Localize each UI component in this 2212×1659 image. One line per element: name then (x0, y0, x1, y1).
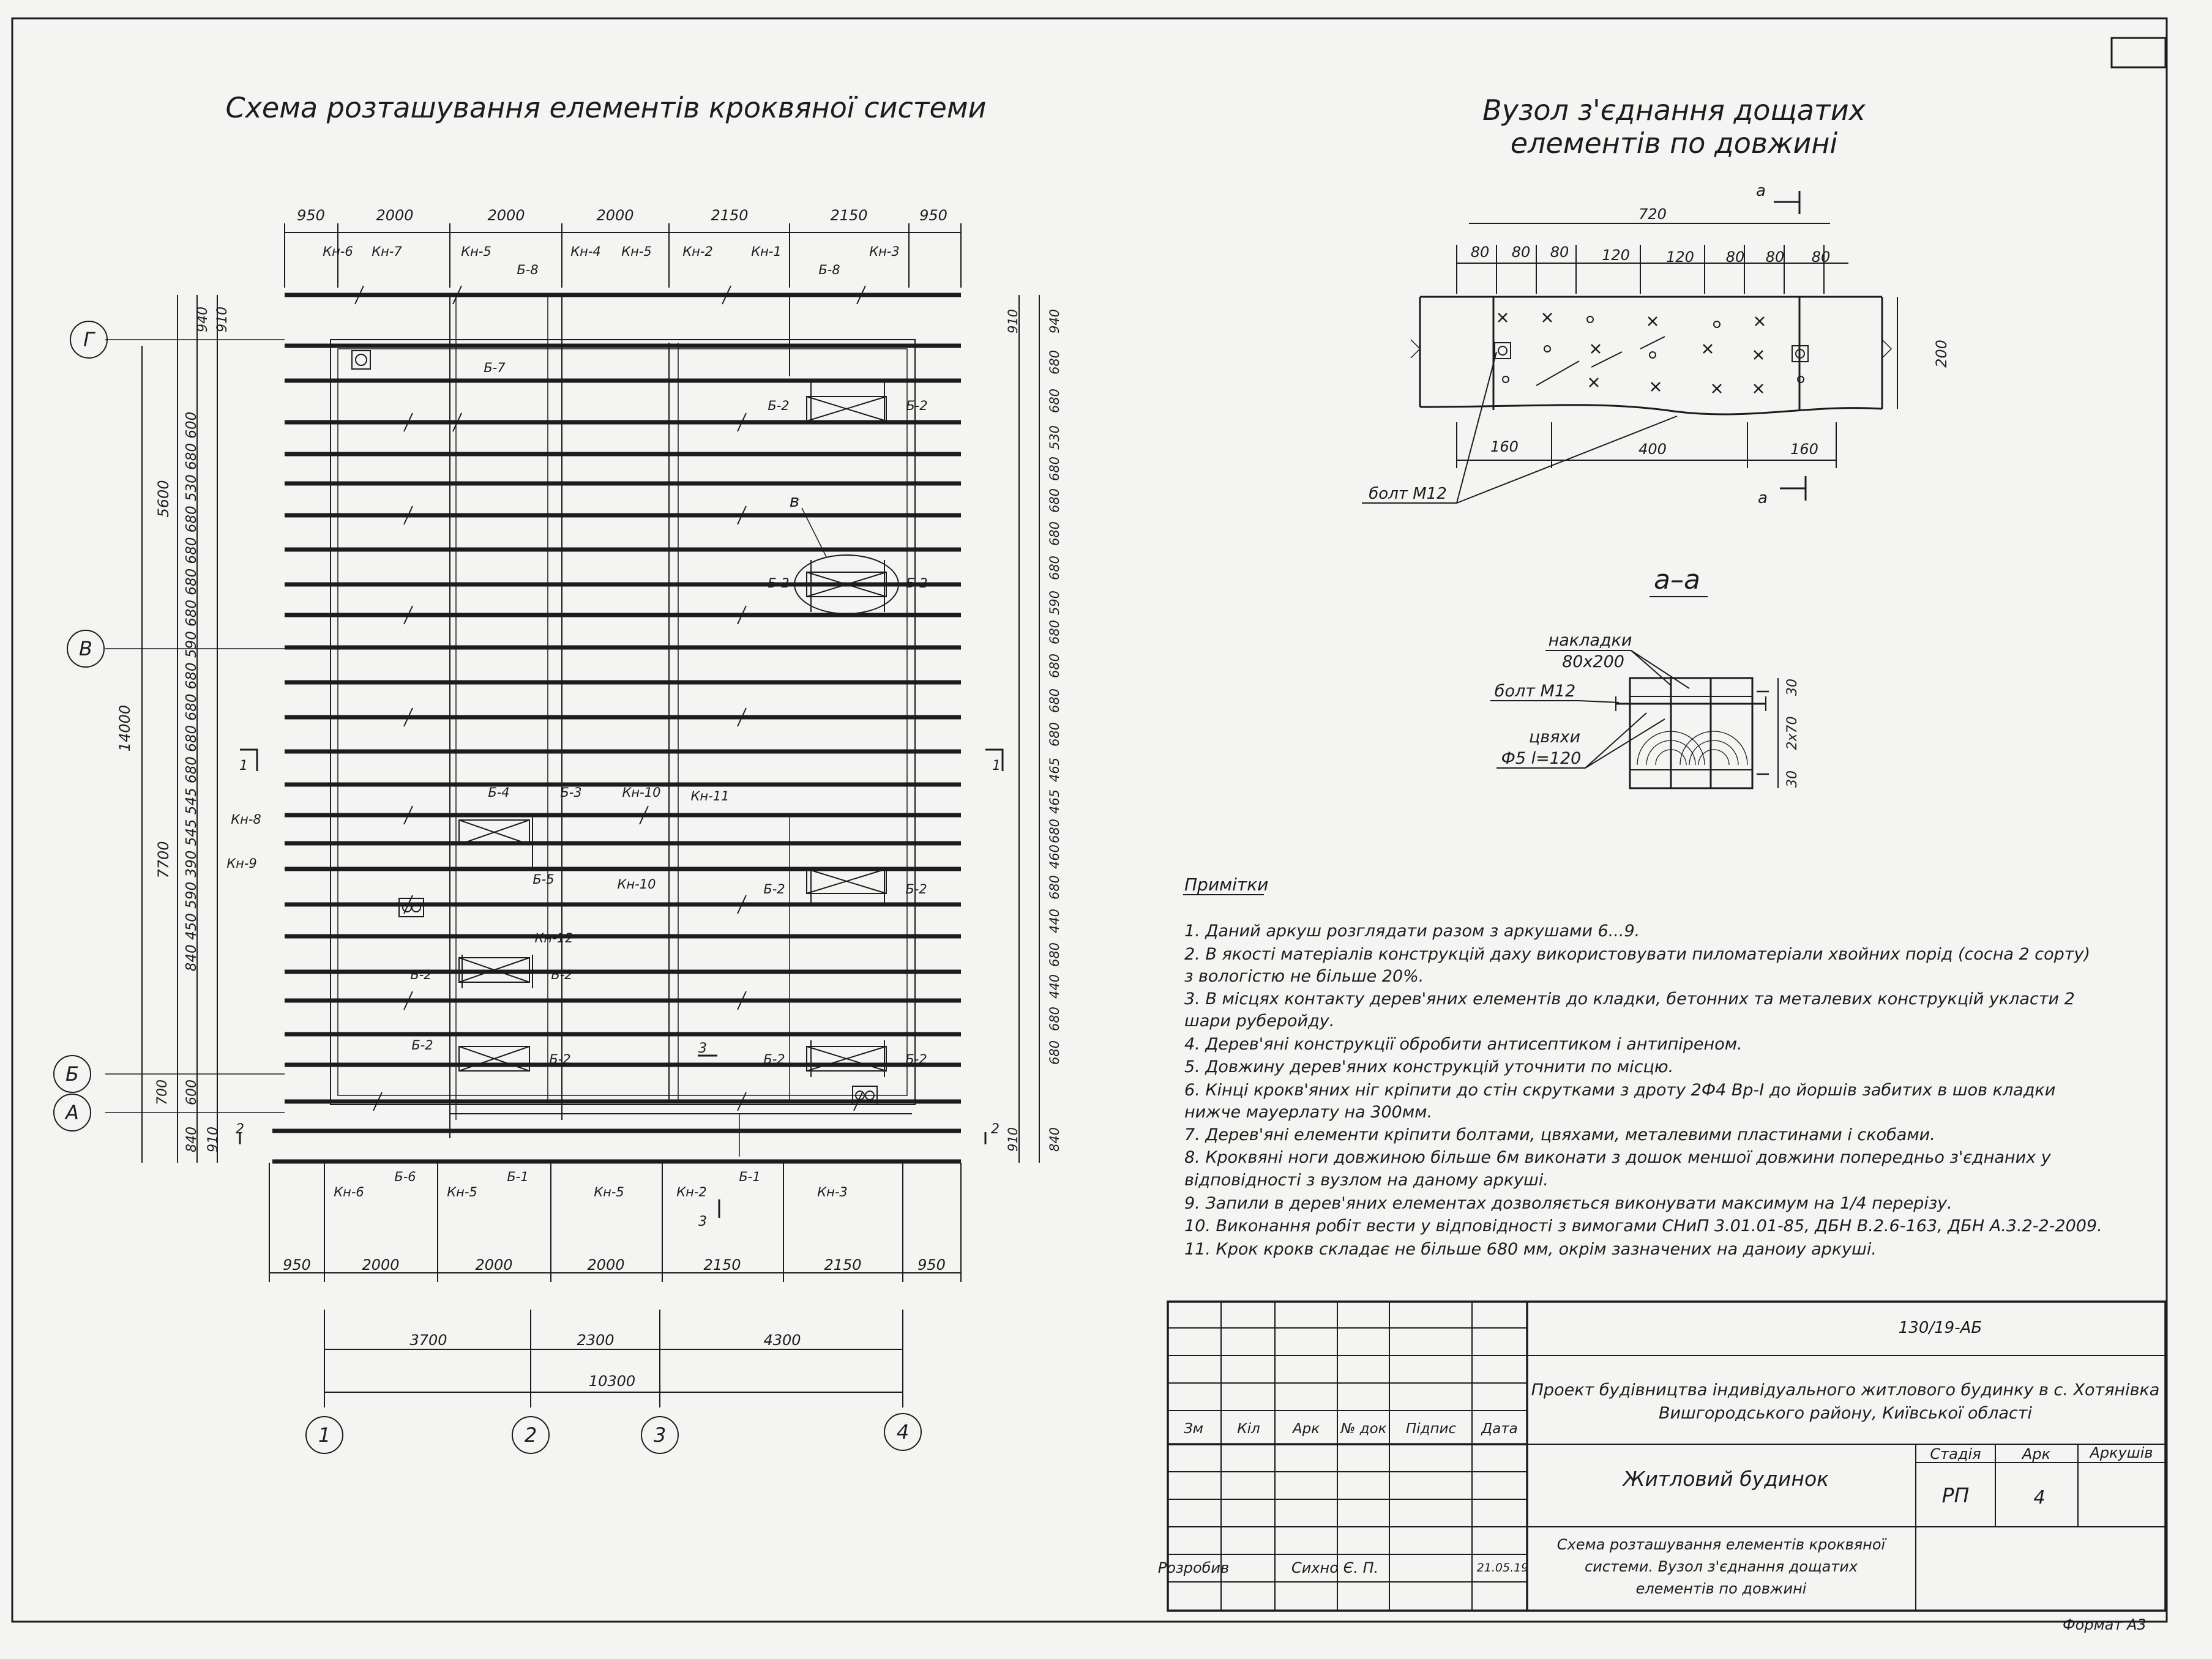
plan-label: Кн-3 (817, 1185, 848, 1199)
node-dim-bottom: 160 (1490, 438, 1519, 455)
plan-label: Б-2 (551, 967, 573, 982)
left-small-dim: 700 (155, 1079, 170, 1105)
sheet-value: 4 (2033, 1487, 2046, 1508)
col-header: Арк (1292, 1421, 1320, 1437)
section-mark-label: 2 (991, 1122, 1000, 1137)
pads-label: накладки (1548, 631, 1632, 650)
total-width-dim: 10300 (588, 1373, 636, 1390)
plan-label: Б-2 (906, 398, 928, 413)
right-dim: 460 (1047, 844, 1062, 870)
axis-label: В (79, 637, 92, 660)
right-dim: 680 (1047, 721, 1062, 747)
section-mark-label: 1 (992, 758, 1001, 774)
plan-label: Б-2 (763, 882, 785, 897)
right-dim: 440 (1047, 974, 1062, 999)
node-dim-bottom: 400 (1638, 441, 1667, 458)
right-dim: 465 (1047, 757, 1062, 783)
plan-label: Б-2 (906, 576, 928, 591)
lower-dim: 3700 (409, 1332, 447, 1349)
desc-line2: системи. Вузол з'єднання дощатих (1584, 1558, 1858, 1575)
plan-label: Б-2 (905, 1052, 927, 1067)
section-mark-label: 3 (698, 1041, 707, 1056)
left-sub-dim: 5600 (155, 480, 172, 518)
right-dim: 940 (1047, 308, 1062, 334)
plan-label: Б-2 (763, 1052, 785, 1067)
note-line: 11. Крок крокв складає не більше 680 мм, окрім зазначених на даноиу аркуші. (1184, 1240, 1877, 1259)
section-mark-label: 2 (236, 1122, 244, 1137)
sec-dim: 30 (1785, 770, 1800, 788)
object-name: Житловий будинок (1623, 1467, 1829, 1491)
note-line: 5. Довжину дерев'яних конструкцій уточнити по місцю. (1184, 1057, 1674, 1076)
plan-label: Кн-11 (690, 789, 730, 803)
sec-dim: 30 (1785, 679, 1800, 696)
lower-dim: 4300 (763, 1332, 801, 1349)
plan-label: Кн-5 (461, 244, 491, 259)
bottom-dim: 950 (283, 1256, 311, 1273)
axis-label: А (65, 1101, 79, 1124)
bottom-dim: 2000 (587, 1256, 625, 1273)
right-dim: 530 (1047, 425, 1062, 450)
plan-label: Кн-5 (621, 244, 652, 259)
format-label: Формат А3 (2063, 1616, 2147, 1633)
node-dim: 120 (1602, 247, 1630, 264)
nails-size: Ф5 l=120 (1501, 749, 1582, 768)
cut-mark-label-bottom: а (1758, 489, 1768, 507)
left-spacing-chain: 840 450 590 390 545 545 680 680 680 680 590 680 680 680 680 530 680 600 (184, 411, 200, 972)
right-dim: 680 (1047, 688, 1062, 714)
scheme-title: Схема розташування елементів кроквяної системи (225, 91, 987, 124)
right-dim: 840 (1047, 1127, 1062, 1152)
node-dim: 80 (1725, 248, 1745, 266)
plan-label: Б-1 (507, 1169, 529, 1184)
bottom-dim: 950 (917, 1256, 946, 1273)
left-small-dim: 600 (184, 1079, 200, 1105)
plan-label: Кн-3 (869, 244, 900, 259)
note-line: 6. Кінці крокв'яних ніг кріпити до стін скрутками з дроту 2Ф4 Вр-І до йоршів забитих в шов кладки (1184, 1081, 2056, 1100)
sec-dim: 2х70 (1785, 716, 1800, 750)
right-dim: 680 (1047, 388, 1062, 414)
plan-label: Кн-2 (682, 244, 713, 259)
node-title-line1: Вузол з'єднання дощатих (1482, 94, 1866, 127)
plan-label: Кн-10 (617, 877, 656, 892)
right-dim: 680 (1047, 619, 1062, 645)
axis-label: 3 (653, 1423, 667, 1447)
plan-label: Кн-5 (594, 1185, 624, 1199)
node-dim-bottom: 160 (1790, 441, 1818, 458)
note-line: 7. Дерев'яні елементи кріпити болтами, цвяхами, металевими пластинами і скобами. (1184, 1125, 1935, 1144)
top-dim: 2000 (487, 207, 525, 224)
node-dim: 80 (1765, 248, 1785, 266)
right-dim: 680 (1047, 521, 1062, 546)
plan-label: Кн-12 (534, 931, 574, 945)
right-dim: 680 (1047, 555, 1062, 581)
top-dim: 2000 (376, 207, 414, 224)
plan-label: Кн-5 (447, 1185, 477, 1199)
author-name: Сихно Є. П. (1291, 1559, 1379, 1576)
sheets-header: Аркушів (2090, 1444, 2153, 1461)
pads-size: 80х200 (1562, 652, 1624, 671)
top-dim: 950 (297, 207, 325, 224)
node-title-line2: елементів по довжині (1510, 127, 1838, 160)
note-line: відповідності з вузлом на даному аркуші. (1184, 1171, 1549, 1190)
section-mark-label: 1 (239, 758, 248, 774)
right-dim: 910 (1006, 308, 1020, 334)
note-line: нижче мауерлату на 300мм. (1184, 1103, 1433, 1122)
left-small-dim: 910 (215, 307, 230, 332)
section-mark-label: 3 (698, 1214, 707, 1229)
plan-label: Кн-8 (231, 812, 261, 827)
plan-label: Б-5 (532, 872, 555, 887)
plan-label: Б-2 (905, 882, 927, 897)
sheet-header: Арк (2022, 1445, 2051, 1463)
note-line: 10. Виконання робіт вести у відповідності з вимогами СНиП 3.01.01-85, ДБН В.2.6-163, ДБН А.3.2-2-2009. (1184, 1217, 2102, 1236)
plan-label: Кн-10 (622, 785, 661, 800)
node-bolt-label: болт М12 (1369, 485, 1447, 503)
left-small-dim: 940 (195, 307, 211, 332)
plan-label: Кн-4 (570, 244, 601, 259)
right-dim: 680 (1047, 1040, 1062, 1065)
axis-label: 2 (524, 1423, 537, 1447)
plan-label: Б-8 (818, 263, 840, 277)
note-line: шари руберойду. (1184, 1012, 1335, 1031)
plan-label: Б-6 (394, 1169, 416, 1184)
right-dim: 680 (1047, 942, 1062, 967)
bottom-dim: 2150 (703, 1256, 741, 1273)
plan-label: Б-1 (739, 1169, 761, 1184)
detail-callout-label: в (789, 491, 800, 511)
sec-bolt-label: болт М12 (1494, 682, 1576, 701)
left-sub-dim: 7700 (155, 841, 172, 879)
right-dim: 680 (1047, 349, 1062, 375)
col-header: Кіл (1237, 1421, 1260, 1437)
plan-label: Б-2 (411, 1038, 433, 1053)
project-line1: Проект будівництва індивідуального житлового будинку в с. Хотянівка (1531, 1381, 2160, 1400)
note-line: 1. Даний аркуш розглядати разом з аркушами 6...9. (1184, 922, 1640, 941)
doc-code: 130/19-АБ (1898, 1319, 1982, 1337)
col-header: Підпис (1405, 1421, 1457, 1437)
note-line: 9. Запили в дерев'яних елементах дозволяється виконувати максимум на 1/4 перерізу. (1184, 1194, 1952, 1213)
date-value: 21.05.19 (1476, 1561, 1529, 1575)
top-dim: 2150 (830, 207, 868, 224)
top-dim: 2150 (711, 207, 749, 224)
axis-label: Г (83, 328, 94, 351)
plan-label: Кн-1 (751, 244, 782, 259)
top-dim: 950 (919, 207, 947, 224)
right-dim: 680 (1047, 488, 1062, 513)
plan-label: Кн-6 (334, 1185, 364, 1199)
note-line: 8. Кроквяні ноги довжиною більше 6м виконати з дошок меншої довжини попередньо з'єднаних у (1184, 1148, 2051, 1167)
bottom-dim: 2000 (362, 1256, 400, 1273)
section-title: а–а (1654, 564, 1700, 595)
axis-label: Б (65, 1062, 79, 1086)
right-dim: 680 (1047, 653, 1062, 679)
node-dim: 80 (1470, 244, 1490, 261)
plan-label: Б-8 (517, 263, 539, 277)
right-dim: 465 (1047, 789, 1062, 815)
right-dim: 680 (1047, 874, 1062, 900)
axis-label: 4 (896, 1420, 910, 1444)
stage-header: Стадія (1930, 1445, 1981, 1463)
plan-label: Б-2 (410, 967, 432, 982)
note-line: 3. В місцях контакту дерев'яних елементів до кладки, бетонних та металевих конструкцій укласти 2 (1184, 990, 2075, 1008)
right-dim: 910 (1006, 1127, 1020, 1152)
node-dim: 80 (1511, 244, 1531, 261)
bottom-dim: 2000 (475, 1256, 513, 1273)
desc-line1: Схема розташування елементів кроквяної (1556, 1536, 1886, 1553)
plan-label: Б-4 (488, 785, 510, 800)
right-dim: 680 (1047, 456, 1062, 482)
plan-label: Кн-9 (226, 856, 257, 871)
left-overall-dim: 14000 (116, 704, 133, 752)
col-header: Дата (1481, 1421, 1518, 1437)
right-dim: 680 (1047, 818, 1062, 844)
cut-mark-label: а (1756, 182, 1766, 200)
plan-label: Б-7 (484, 360, 506, 375)
node-overall-dim: 720 (1638, 206, 1667, 223)
nails-label: цвяхи (1528, 728, 1581, 747)
note-line: з вологістю не більше 20%. (1184, 967, 1424, 986)
right-dim: 590 (1047, 590, 1062, 616)
right-dim: 680 (1047, 1006, 1062, 1032)
col-header: № док (1340, 1421, 1387, 1437)
right-dim: 440 (1047, 908, 1062, 934)
stage-value: РП (1941, 1483, 1970, 1507)
lower-dim: 2300 (577, 1332, 615, 1349)
plan-label: Кн-2 (676, 1185, 707, 1199)
bottom-dim: 2150 (824, 1256, 862, 1273)
node-dim: 80 (1811, 248, 1831, 266)
note-line: 2. В якості матеріалів конструкцій даху використовувати пиломатеріали хвойних порід (сосна 2 сорту) (1184, 945, 2090, 964)
node-dim: 80 (1550, 244, 1569, 261)
plan-label: Кн-7 (372, 244, 402, 259)
plan-label: Б-2 (768, 398, 790, 413)
project-line2: Вишгородського району, Київської області (1658, 1404, 2033, 1423)
node-height-dim: 200 (1933, 340, 1950, 368)
role-label: Розробив (1157, 1559, 1230, 1576)
left-small-dim: 840 (184, 1127, 200, 1152)
notes-heading: Примітки (1184, 874, 1269, 895)
top-dim: 2000 (596, 207, 634, 224)
plan-label: Б-3 (560, 785, 582, 800)
note-line: 4. Дерев'яні конструкції обробити антисептиком і антипіреном. (1184, 1035, 1743, 1054)
plan-label: Кн-6 (323, 244, 353, 259)
desc-line3: елементів по довжині (1635, 1580, 1807, 1597)
axis-label: 1 (318, 1423, 331, 1447)
node-dim: 120 (1666, 248, 1694, 266)
plan-label: Б-2 (549, 1052, 571, 1067)
left-small-dim: 910 (206, 1127, 221, 1152)
plan-label: Б-2 (768, 576, 790, 591)
col-header: Зм (1183, 1421, 1204, 1437)
